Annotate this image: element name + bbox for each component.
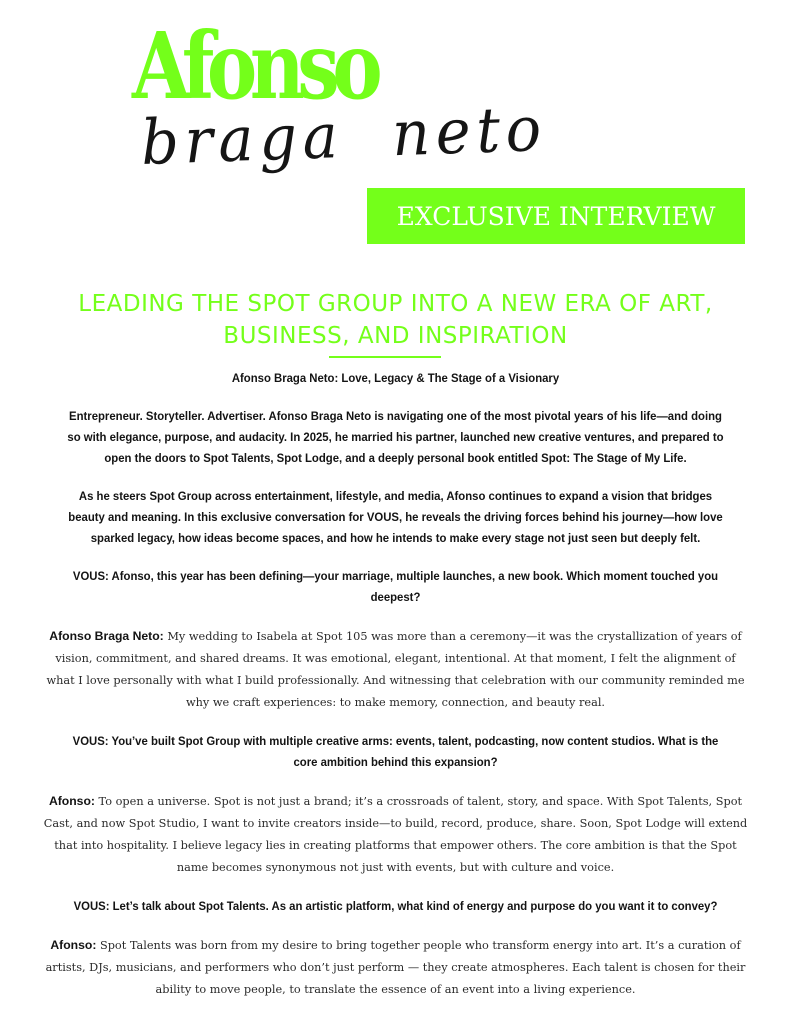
- answer-text: My wedding to Isabela at Spot 105 was more than a ceremony—it was the crystallization of years of vision, commitment, and shared dreams. It was emotional, elegant, intentional. At that moment, I felt the alignment of what I love personally with what I build professionally. And witnessing that celebration with our community reminded me why we craft experiences: to make memory, connection, and beauty real.: [46, 630, 745, 709]
- article-headline: LEADING THE SPOT GROUP INTO A NEW ERA OF ART, BUSINESS, AND INSPIRATION: [78, 291, 713, 349]
- answer-speaker: Afonso Braga Neto:: [49, 629, 164, 643]
- answer-text: To open a universe. Spot is not just a brand; it’s a crossroads of talent, story, and space. With Spot Talents, Spot Cast, and now Spot Studio, I want to invite creators inside—to build, record, produce, share. Soon, Spot Lodge will extend that into hospitality. I believe legacy lies in creating platforms that empower others. The core ambition is that the Spot name becomes synonymous not just with events, but with culture and voice.: [43, 795, 748, 874]
- title-last-name: braga neto: [139, 91, 548, 179]
- interview-question: VOUS: You’ve built Spot Group with multiple creative arms: events, talent, podcasting, now content studios. What is the core ambition behind this expansion?: [72, 734, 719, 769]
- interview-answer: [40, 790, 751, 879]
- article-body: [40, 368, 751, 1001]
- title-first-name: Afonso: [132, 12, 376, 120]
- masthead: [0, 0, 791, 250]
- intro-paragraph: As he steers Spot Group across entertainment, lifestyle, and media, Afonso continues to expand a vision that bridges beauty and meaning. In this exclusive conversation for VOUS, he reveals the driving forces behind his journey—how love sparked legacy, how ideas become spaces, and how he intends to make every stage not just seen but deeply felt.: [68, 489, 723, 545]
- interview-question: VOUS: Let’s talk about Spot Talents. As an artistic platform, what kind of energy and purpose do you want it to convey?: [73, 899, 718, 913]
- answer-text: Spot Talents was born from my desire to bring together people who transform energy into art. It’s a curation of artists, DJs, musicians, and performers who don’t just perform — they create atmospheres. Each talent is chosen for their ability to move people, to translate the essence of an event into a living experience.: [45, 939, 746, 996]
- article-subtitle: Afonso Braga Neto: Love, Legacy & The Stage of a Visionary: [231, 371, 560, 385]
- exclusive-interview-banner: EXCLUSIVE INTERVIEW: [367, 188, 745, 244]
- answer-speaker: Afonso:: [50, 938, 97, 952]
- intro-paragraph: Entrepreneur. Storyteller. Advertiser. Afonso Braga Neto is navigating one of the most pivotal years of his life—and doing so with elegance, purpose, and audacity. In 2025, he married his partner, launched new creative ventures, and prepared to open the doors to Spot Talents, Spot Lodge, and a deeply personal book entitled Spot: The Stage of My Life.: [67, 409, 724, 465]
- interview-answer: [40, 934, 751, 1001]
- headline-divider: [329, 356, 441, 358]
- interview-answer: [40, 625, 751, 714]
- interview-question: VOUS: Afonso, this year has been defining—your marriage, multiple launches, a new book. Which moment touched you deepest?: [72, 569, 719, 604]
- answer-speaker: Afonso:: [48, 794, 95, 808]
